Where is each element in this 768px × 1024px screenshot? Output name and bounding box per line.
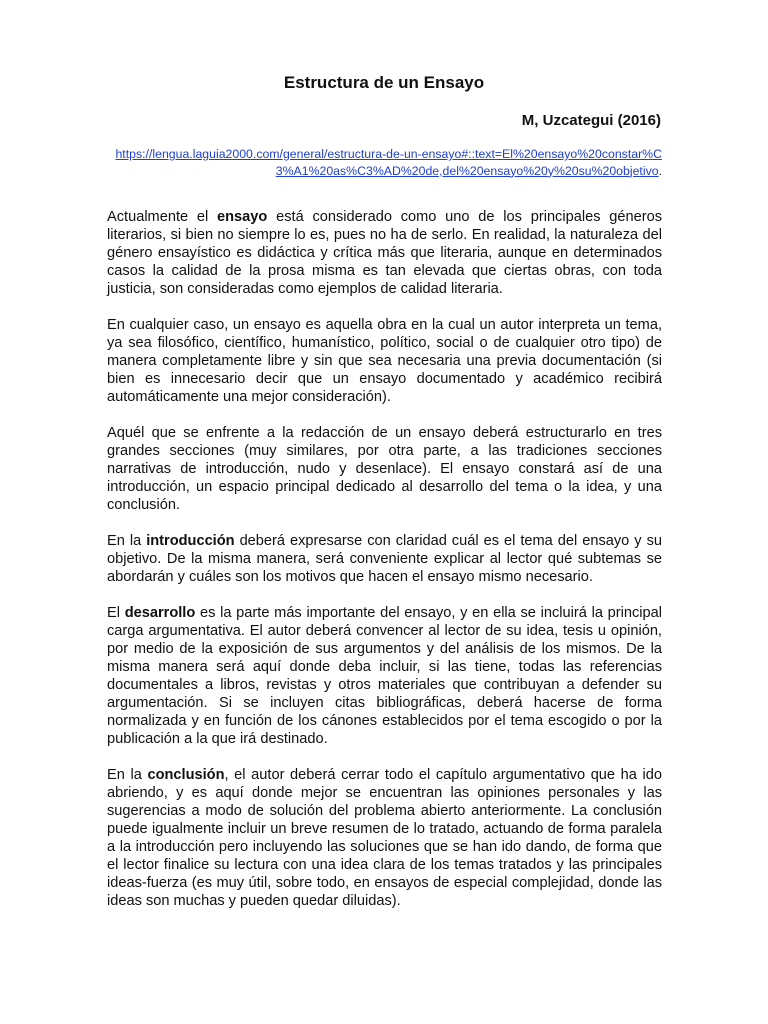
source-link-period: .: [658, 163, 662, 178]
keyword-desarrollo: desarrollo: [124, 605, 196, 621]
keyword-conclusion: conclusión: [147, 767, 225, 783]
paragraph-4: En la introducción deberá expresarse con claridad cuál es el tema del ensayo y su objetivo. De la misma manera, será conveniente explicar al lector qué subtemas se abordarán y cuáles son los motivos que hacen el ensayo mismo necesario.: [107, 533, 662, 585]
source-link[interactable]: https://lengua.laguia2000.com/general/estructura-de-un-ensayo#::text=El%20ensayo%20constar%C3%A1%20as%C3%AD%20de,del%20ensayo%20y%20su%20objetivo: [115, 147, 662, 178]
author-citation: M, Uzcategui (2016): [521, 112, 661, 129]
paragraph-3: Aquél que se enfrente a la redacción de un ensayo deberá estructurarlo en tres grandes secciones (muy similares, por otra parte, a las tradiciones secciones narrativas de introducción, nudo y desenlace). El ensayo constará así de una introducción, un espacio principal dedicado al desarrollo del tema o la idea, y una conclusión.: [107, 425, 662, 513]
document-title: Estructura de un Ensayo: [283, 73, 485, 92]
essay-body: [107, 208, 662, 928]
paragraph-1: Actualmente el ensayo está considerado como uno de los principales géneros literarios, si bien no siempre lo es, pues no ha de serlo. En realidad, la naturaleza del género ensayístico es didáctica y crítica más que literaria, aunque en determinados casos la calidad de la prosa misma es tan elevada que ciertas obras, con toda justicia, son consideradas como ejemplos de calidad literaria.: [107, 209, 662, 297]
paragraph-6: En la conclusión, el autor deberá cerrar todo el capítulo argumentativo que ha ido abriendo, y es aquí donde mejor se encuentran las opiniones personales y las sugerencias a modo de solución del problema abierto anteriormente. La conclusión puede igualmente incluir un breve resumen de lo tratado, actuando de forma paralela a la introducción pero incluyendo las soluciones que se han ido dando, de forma que el lector finalice su lectura con una idea clara de los temas tratados y las principales ideas-fuerza (es muy útil, sobre todo, en ensayos de especial complejidad, donde las ideas son muchas y pueden quedar diluidas).: [107, 767, 662, 909]
keyword-ensayo: ensayo: [217, 209, 268, 225]
paragraph-2: En cualquier caso, un ensayo es aquella obra en la cual un autor interpreta un tema, ya sea filosófico, científico, humanístico, político, social o de cualquier otro tipo) de manera completamente libre y sin que sea necesaria una previa documentación (si bien es innecesario decir que un ensayo documentado y académico recibirá automáticamente una mejor consideración).: [107, 317, 662, 405]
paragraph-5: El desarrollo es la parte más importante del ensayo, y en ella se incluirá la principal carga argumentativa. El autor deberá convencer al lector de su idea, tesis u opinión, por medio de la exposición de sus argumentos y del análisis de los mismos. De la misma manera será aquí donde deba incluir, si las tiene, todas las referencias documentales a libros, revistas y otros materiales que contribuyan a defender su argumentación. Si se incluyen citas bibliográficas, deberá hacerse de forma normalizada y en función de los cánones establecidos por el tema escogido o por la publicación a la que irá destinado.: [107, 605, 663, 747]
source-reference: [107, 146, 662, 179]
keyword-introduccion: introducción: [146, 533, 235, 549]
